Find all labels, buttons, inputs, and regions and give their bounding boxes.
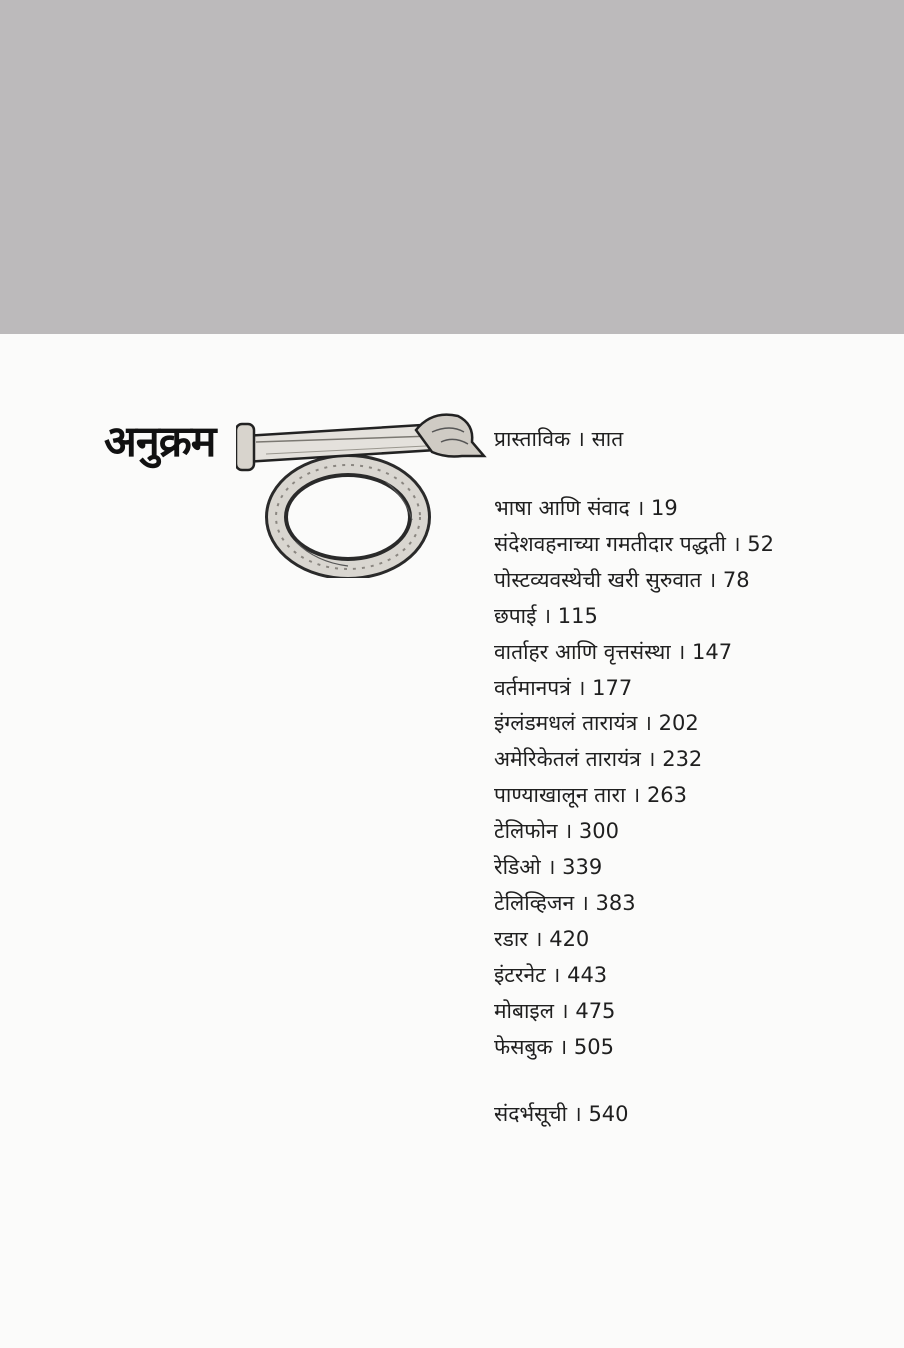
toc-entry-page: 177 [592, 675, 633, 700]
toc-entry-page: 339 [562, 855, 603, 879]
toc-entry-chapter[interactable] [494, 710, 699, 736]
toc-entry-page: 232 [662, 747, 703, 772]
toc-separator: । [577, 675, 586, 700]
toc-entry-label: रडार [494, 926, 528, 951]
toc-entry-chapter[interactable] [494, 782, 687, 808]
toc-entry-label: पाण्याखालून तारा [494, 783, 626, 808]
toc-entry-label: वार्ताहर आणि वृत्तसंस्था [494, 639, 671, 664]
toc-entry-chapter[interactable] [494, 603, 598, 629]
coiled-horn-illustration [236, 402, 488, 578]
toc-entry-label: इंटरनेट [494, 962, 546, 987]
toc-entry-page: 300 [578, 819, 619, 844]
toc-separator: । [636, 496, 645, 520]
toc-entry-page: 19 [651, 496, 678, 520]
toc-entry-label: मोबाइल [494, 998, 554, 1023]
page-title: अनुक्रम [104, 417, 216, 467]
toc-separator: । [632, 783, 641, 808]
toc-entry-label: संदर्भसूची [494, 1102, 568, 1126]
toc-separator: । [543, 603, 552, 628]
toc-separator: । [580, 890, 589, 915]
toc-entry-label: रेडिओ [494, 855, 541, 879]
toc-entry-chapter[interactable] [494, 639, 732, 665]
toc-entry-label: प्रास्ताविक [494, 427, 571, 451]
toc-entry-chapter[interactable] [494, 1034, 614, 1060]
toc-entry-chapter[interactable] [494, 998, 615, 1024]
toc-entry-label: टेलिव्हिजन [494, 890, 575, 915]
toc-entry-page: 443 [567, 962, 608, 987]
toc-entry-page: 115 [557, 603, 598, 628]
toc-entry-chapter[interactable] [494, 495, 678, 521]
toc-entry-label: टेलिफोन [494, 819, 558, 844]
toc-separator: । [552, 962, 561, 987]
toc-separator: । [534, 926, 543, 951]
toc-entry-chapter[interactable] [494, 818, 619, 844]
toc-entry-page: 540 [588, 1102, 629, 1126]
toc-separator: । [560, 998, 569, 1023]
toc-separator: । [643, 711, 652, 736]
toc-separator: । [573, 1102, 582, 1126]
toc-separator: । [547, 855, 556, 879]
toc-entry-page: 202 [658, 711, 699, 736]
toc-entry-label: वर्तमानपत्रं [494, 675, 571, 700]
toc-entry-label: पोस्टव्यवस्थेची खरी सुरुवात [494, 567, 702, 592]
toc-entry-page: 147 [692, 639, 733, 664]
toc-entry-page: 263 [646, 783, 688, 808]
toc-entry-page: 475 [575, 998, 616, 1023]
toc-entry-page: 78 [722, 567, 750, 592]
header-band [0, 0, 904, 334]
toc-separator: । [576, 427, 585, 451]
toc-entry-page: 383 [595, 890, 636, 915]
toc-entry-label: संदेशवहनाच्या गमतीदार पद्धती [494, 531, 726, 556]
toc-entry-label: फेसबुक [494, 1034, 553, 1059]
toc-entry-preface[interactable] [494, 426, 623, 452]
toc-separator: । [677, 639, 686, 664]
toc-entry-label: छपाई [494, 603, 537, 628]
toc-separator: । [564, 819, 573, 844]
toc-separator: । [559, 1034, 568, 1059]
toc-entry-chapter[interactable] [494, 926, 589, 952]
toc-separator: । [708, 567, 717, 592]
toc-entry-chapter[interactable] [494, 567, 750, 593]
toc-separator: । [732, 531, 741, 556]
toc-entry-page: 420 [549, 926, 590, 951]
toc-separator: । [647, 747, 656, 772]
toc-entry-label: अमेरिकेतलं तारायंत्र [494, 747, 641, 772]
toc-entry-chapter[interactable] [494, 854, 602, 880]
toc-entry-page: 505 [573, 1034, 614, 1059]
toc-entry-page: 52 [747, 531, 774, 556]
toc-entry-label: इंग्लंडमधलं तारायंत्र [494, 711, 638, 736]
toc-entry-chapter[interactable] [494, 675, 632, 701]
toc-entry-bibliography[interactable] [494, 1101, 629, 1127]
toc-entry-chapter[interactable] [494, 746, 702, 772]
toc-entry-chapter[interactable] [494, 531, 774, 557]
toc-entry-page: सात [591, 427, 624, 451]
toc-entry-label: भाषा आणि संवाद [494, 496, 630, 520]
toc-entry-chapter[interactable] [494, 962, 607, 988]
toc-entry-chapter[interactable] [494, 890, 636, 916]
